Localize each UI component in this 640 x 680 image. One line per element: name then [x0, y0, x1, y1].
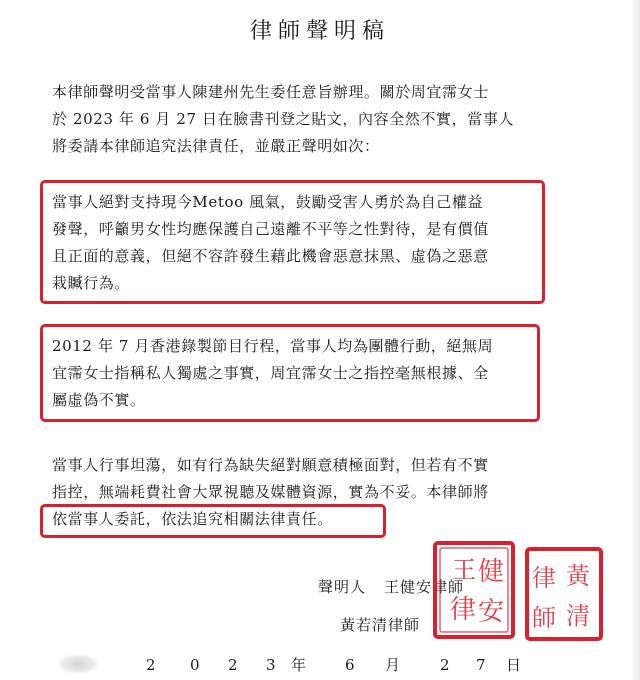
date-char: 7 — [476, 656, 486, 674]
svg-text:律: 律 — [532, 564, 556, 592]
lawyer-seal-2 — [524, 546, 604, 642]
date-char: 2 — [228, 656, 238, 674]
svg-text:安: 安 — [478, 597, 505, 627]
declarant-label: 聲明人 — [318, 578, 367, 596]
svg-text:師: 師 — [532, 604, 556, 632]
point1-line: 發聲，呼籲男女性均應保護自己遠離不平等之性對待，是有價值 — [52, 220, 489, 238]
date-char: 年 — [291, 656, 307, 674]
date-char: 月 — [385, 656, 401, 674]
declaration-date — [0, 654, 640, 680]
point1-line: 栽贓行為。 — [52, 274, 131, 292]
svg-text:清: 清 — [566, 602, 590, 630]
lawyer-name-2: 黃若清律師 — [340, 616, 421, 634]
document-title: 律師聲明稿 — [249, 19, 390, 44]
point1-line: 當事人絕對支持現今Metoo 風氣，鼓勵受害人勇於為自己權益 — [52, 193, 484, 211]
date-char: 6 — [345, 656, 355, 674]
date-char: 0 — [190, 656, 200, 674]
svg-text:健: 健 — [478, 557, 505, 587]
lawyer-seal-1 — [432, 540, 516, 640]
date-char: 3 — [266, 656, 276, 674]
point2-line: 宜霈女士指稱私人獨處之事實，周宜霈女士之指控毫無根據、全 — [52, 364, 489, 382]
intro-paragraph — [52, 79, 552, 160]
svg-text:黃: 黃 — [566, 562, 590, 590]
point1-line: 且正面的意義，但絕不容許發生藉此機會惡意抹黑、虛偽之惡意 — [52, 247, 489, 265]
svg-text:王: 王 — [452, 556, 476, 584]
date-char: 日 — [506, 656, 522, 674]
date-char: 2 — [440, 656, 450, 674]
point2-line: 2012 年 7 月香港錄製節目行程，當事人均為團體行動，絕無周 — [52, 337, 494, 355]
point3-line: 依當事人委託，依法追究相關法律責任。 — [52, 510, 333, 528]
intro-line: 於 2023 年 6 月 27 日在臉書刊登之貼文，內容全然不實，當事人 — [52, 110, 515, 128]
svg-text:律: 律 — [450, 595, 477, 625]
point2-line: 屬虛偽不實。 — [52, 391, 146, 409]
point3-line: 指控，無端耗費社會大眾視聽及媒體資源，實為不妥。本律師將 — [52, 483, 489, 501]
point2-paragraph — [52, 333, 552, 414]
highlight-box-point3 — [40, 504, 386, 538]
signature-row-2 — [340, 614, 420, 635]
lawyer-name-1: 王健安律師 — [384, 578, 465, 596]
intro-line: 本律師聲明受當事人陳建州先生委任意旨辦理。關於周宜霈女士 — [52, 83, 489, 101]
date-char: 2 — [146, 656, 156, 674]
intro-line: 將委請本律師追究法律責任，並嚴正聲明如次： — [52, 137, 380, 155]
page-edge-shadow — [630, 0, 640, 680]
point3-line: 當事人行事坦蕩，如有行為缺失絕對願意積極面對，但若有不實 — [52, 456, 489, 474]
point1-paragraph — [52, 189, 552, 297]
